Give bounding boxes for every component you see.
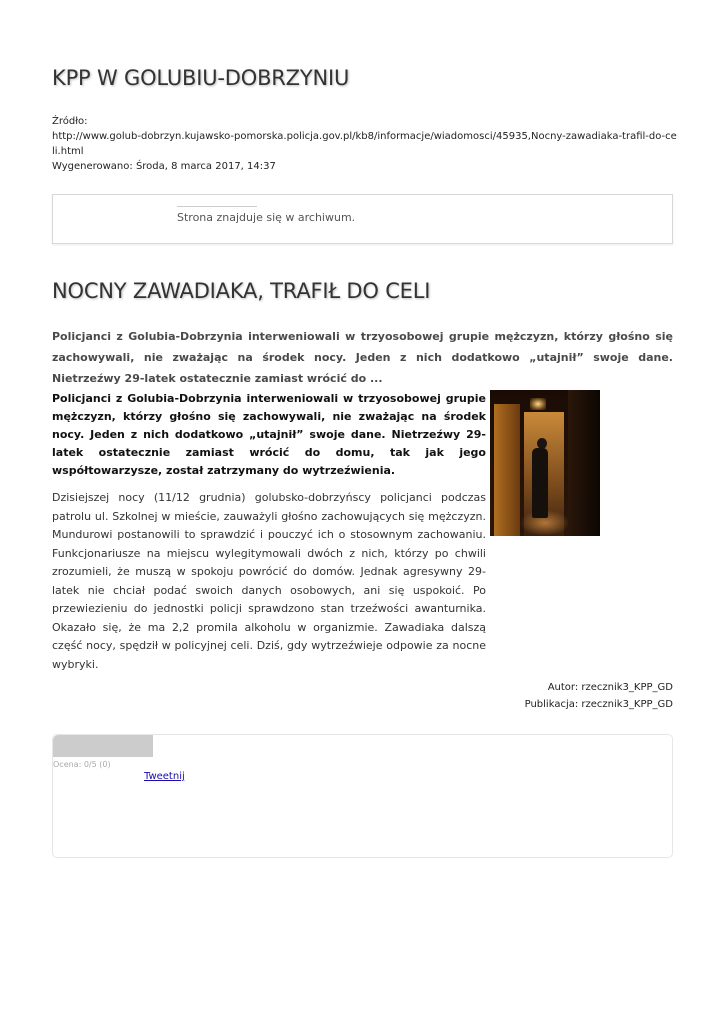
generated-date: Wygenerowano: Środa, 8 marca 2017, 14:37 xyxy=(52,161,276,172)
article-title: NOCNY ZAWADIAKA, TRAFIŁ DO CELI xyxy=(52,279,431,303)
article-body: Dzisiejszej nocy (11/12 grudnia) golubsko-dobrzyńscy policjanci podczas patrolu ul. Szkolnej w mieście, zauważyli głośno zachowujących się mężczyzn. Mundurowi postanowili to sprawdzić i pouczyć ich o stosownym zachowaniu. Funkcjonariusze na miejscu wylegitymowali dwóch z nich, którzy po chwili zrozumieli, że muszą w spokoju powrócić do domów. Jednak agresywny 29-latek nie chciał podać swoich danych osobowych, ani się uspokoić. Po przewiezieniu do jednostki policji sprawdzono stan trzeźwości awanturnika. Okazało się, że ma 2,2 promila alkoholu w organizmie. Zawadiaka dalszą część nocy, spędził w policyjnej celi. Dziś, gdy wytrzeźwieje odpowie za nocne wybryki. xyxy=(52,491,486,671)
tweet-link[interactable]: Tweetnij xyxy=(144,771,185,782)
rating-box xyxy=(52,734,673,858)
site-title: KPP W GOLUBIU-DOBRZYNIU xyxy=(52,66,350,90)
source-label: Źródło: xyxy=(52,116,88,127)
archive-notice-box xyxy=(52,194,673,244)
article-photo xyxy=(490,390,600,536)
article-intro: Policjanci z Golubia-Dobrzynia interweniowali w trzyosobowej grupie mężczyzn, którzy głośno się zachowywali, nie zważając na środek nocy. Jeden z nich dodatkowo „utajnił” swoje dane. Nietrzeźwy 29-latek ostatecznie zamiast wrócić do domu, tak jak jego współtowarzysze, został zatrzymany do wytrzeźwienia. xyxy=(52,392,486,477)
author-info xyxy=(525,679,673,713)
publication: Publikacja: rzecznik3_KPP_GD xyxy=(524,699,673,710)
archive-notice: Strona znajduje się w archiwum. xyxy=(177,211,356,224)
source-url: http://www.golub-dobrzyn.kujawsko-pomorska.policja.gov.pl/kb8/informacje/wiadomosci/45935,Nocny-zawadiaka-trafil-do-celi.html xyxy=(52,131,677,157)
article-lead: Policjanci z Golubia-Dobrzynia interweniowali w trzyosobowej grupie mężczyzn, którzy głośno się zachowywali, nie zważając na środek nocy. Jeden z nich dodatkowo „utajnił” swoje dane. Nietrzeźwy 29-latek ostatecznie zamiast wrócić do ... xyxy=(52,330,673,385)
author: Autor: rzecznik3_KPP_GD xyxy=(547,682,673,693)
archive-divider xyxy=(177,206,257,207)
source-meta xyxy=(52,114,677,174)
rating-label: Ocena: 0/5 (0) xyxy=(53,760,111,769)
rating-bar[interactable] xyxy=(53,735,153,757)
